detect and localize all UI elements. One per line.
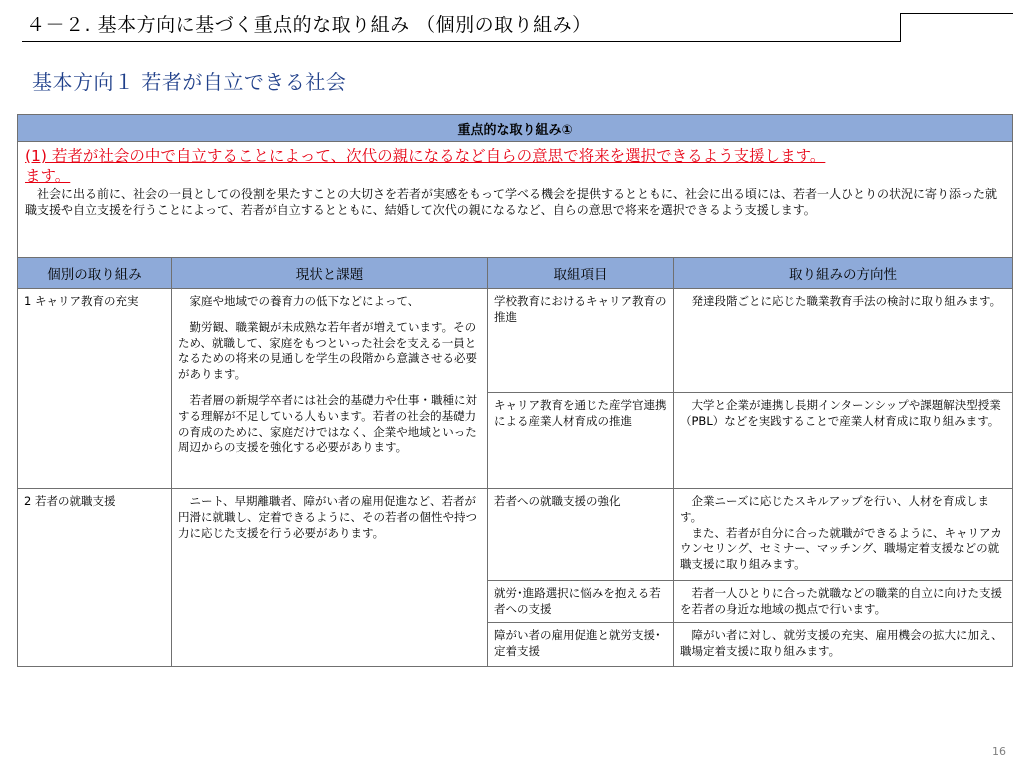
direction-career-choice-support: 若者一人ひとりに合った就職などの職業的自立に向けた支援を若者の身近な地域の拠点で行います。 xyxy=(674,581,1013,623)
column-header-item: 取組項目 xyxy=(488,258,674,289)
priority-body: 社会に出る前に、社会の一員としての役割を果たすことの大切さを若者が実感をもって学べる機会を提供するとともに、社会に出る頃には、若者一人ひとりの状況に寄り添った就職支援や自立支援を行うことによって、若者が自立するとともに、結婚して次代の親になるなど、自らの意思で将来を選択できるよう支援します。 xyxy=(25,187,998,217)
issue-paragraph: 若者層の新規学卒者には社会的基礎力や仕事・職種に対する理解が不足している人もいます。若者の社会的基礎力の育成のために、家庭だけではなく、企業や地域といった周辺からの支援を強化する必要があります。 xyxy=(178,392,477,455)
item-industry-academia-collaboration: キャリア教育を通じた産学官連携による産業人材育成の推進 xyxy=(488,393,674,489)
direction-industry-academia-collaboration: 大学と企業が連携し長期インターンシップや課題解決型授業（PBL）などを実践することで産業人材育成に取り組みます。 xyxy=(674,393,1013,489)
priority-headline: (1) 若者が社会の中で自立することによって、次代の親になるなど自らの意思で将来を選択できるよう支援します。 xyxy=(25,147,826,165)
slide-title: ４－２. 基本方向に基づく重点的な取り組み （個別の取り組み） xyxy=(26,14,592,36)
item-career-choice-support: 就労･進路選択に悩みを抱える若者への支援 xyxy=(488,581,674,623)
corner-bracket xyxy=(900,13,1013,42)
column-header-direction: 取り組みの方向性 xyxy=(674,258,1013,289)
item-school-career-education: 学校教育におけるキャリア教育の推進 xyxy=(488,289,674,393)
priority-headline-continued: ます。 xyxy=(25,167,71,185)
title-underline xyxy=(22,41,900,42)
direction-employment-support: 企業ニーズに応じたスキルアップを行い、人材を育成します。 また、若者が自分に合った就職ができるように、キャリアカウンセリング、セミナー、マッチング、職場定着支援などの就職支援に取り組みます。 xyxy=(674,489,1013,581)
initiative-career-education: 1 キャリア教育の充実 xyxy=(18,289,172,489)
section-subtitle: 基本方向１ 若者が自立できる社会 xyxy=(32,70,347,94)
initiatives-table xyxy=(17,114,1013,667)
initiative-youth-employment: 2 若者の就職支援 xyxy=(18,489,172,667)
page-number: 16 xyxy=(992,745,1006,758)
issue-paragraph: 勤労観、職業観が未成熟な若年者が増えています。そのため、就職して、家庭をもつといった社会を支える一員となるための将来の見通しを学生の段階から意識させる必要があります。 xyxy=(178,319,477,382)
direction-disability-employment: 障がい者に対し、就労支援の充実、雇用機会の拡大に加え、職場定着支援に取り組みます。 xyxy=(674,623,1013,667)
item-employment-support: 若者への就職支援の強化 xyxy=(488,489,674,581)
issue-paragraph: 家庭や地域での養育力の低下などによって、 xyxy=(189,294,420,308)
priority-description xyxy=(18,142,1013,258)
priority-heading: 重点的な取り組み① xyxy=(18,115,1013,142)
column-header-issues: 現状と課題 xyxy=(172,258,488,289)
column-header-initiative: 個別の取り組み xyxy=(18,258,172,289)
issues-youth-employment xyxy=(172,489,488,667)
direction-school-career-education: 発達段階ごとに応じた職業教育手法の検討に取り組みます。 xyxy=(674,289,1013,393)
issues-career-education xyxy=(172,289,488,489)
issue-paragraph: ニート、早期離職者、障がい者の雇用促進など、若者が円滑に就職し、定着できるように、その若者の個性や持つ力に応じた支援を行う必要があります。 xyxy=(178,494,477,540)
item-disability-employment: 障がい者の雇用促進と就労支援･定着支援 xyxy=(488,623,674,667)
